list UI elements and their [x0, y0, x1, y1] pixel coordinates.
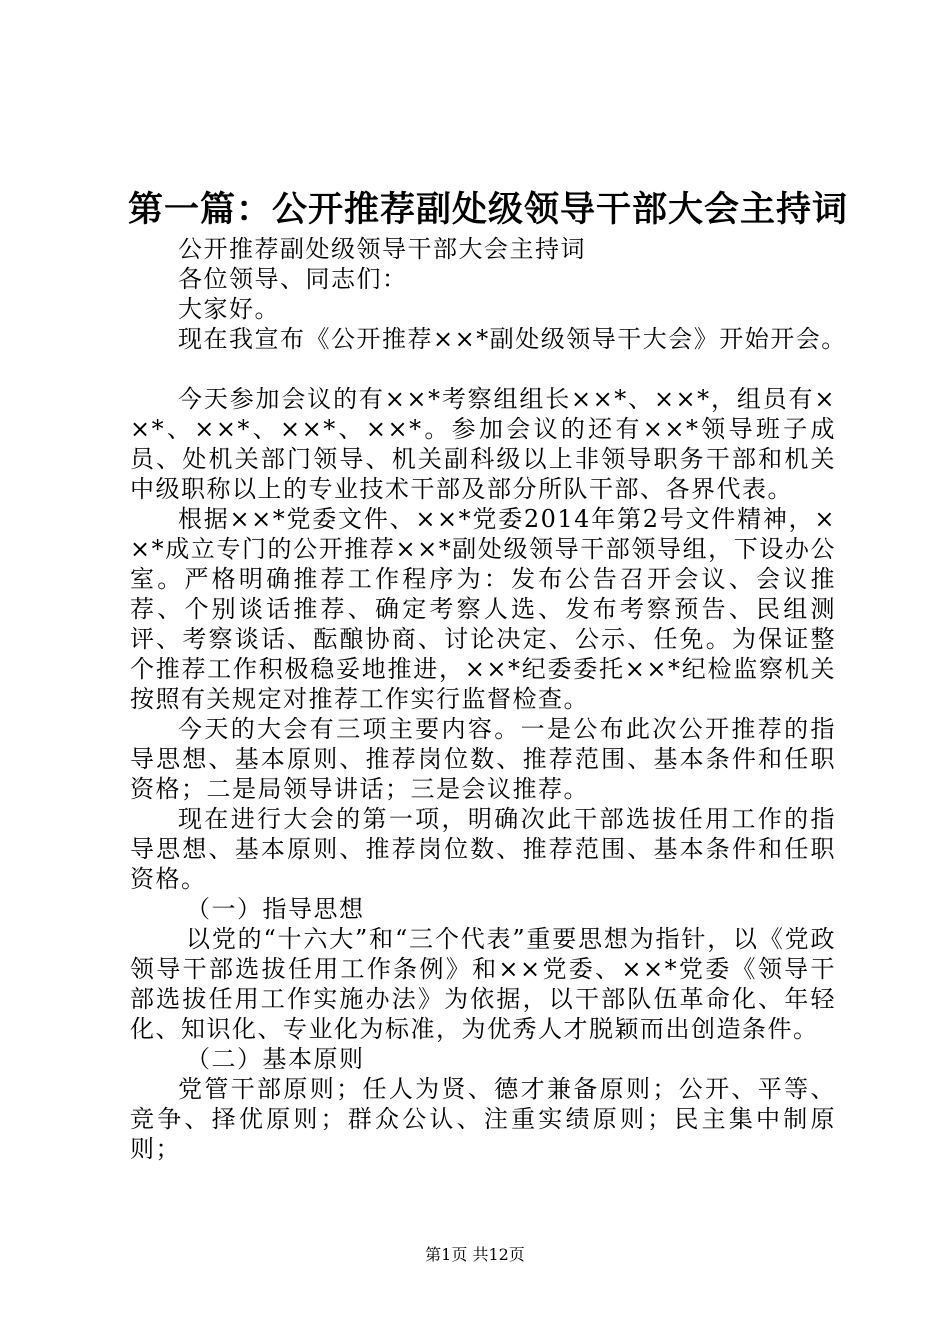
section-heading-guiding-ideology: （一）指导思想	[186, 895, 365, 923]
section-heading-basic-principles: （二）基本原则	[186, 1045, 365, 1073]
greeting-paragraph: 大家好。	[178, 295, 280, 323]
basis-paragraph: 根据××*党委文件、××*党委2014年第2号文件精神，××*成立专门的公开推荐××*副处级领导干部领导组，下设办公室。严格明确推荐工作程序为：发布公告召开会议、会议推荐、个别谈话推荐、确定考察人选、发布考察预告、民组测评、考察谈话、酝酿协商、讨论决定、公示、任免。为保证整个推荐工作积极稳妥地推进，××*纪委委托××*纪检监察机关按照有关规定对推荐工作实行监督检查。	[130, 505, 836, 713]
guiding-ideology-paragraph: 以党的“十六大”和“三个代表”重要思想为指针，以《党政领导干部选拔任用工作条例》和××党委、××*党委《领导干部选拔任用工作实施办法》为依据，以干部队伍革命化、年轻化、知识化、专业化为标准，为优秀人才脱颖而出创造条件。	[130, 925, 836, 1043]
salutation-paragraph: 各位领导、同志们：	[178, 265, 408, 293]
opening-paragraph: 现在我宣布《公开推荐××*副处级领导干大会》开始开会。	[178, 325, 847, 353]
subtitle-paragraph: 公开推荐副处级领导干部大会主持词	[178, 235, 586, 263]
agenda-paragraph: 今天的大会有三项主要内容。一是公布此次公开推荐的指导思想、基本原则、推荐岗位数、推荐范围、基本条件和任职资格；二是局领导讲话；三是会议推荐。	[130, 715, 836, 803]
attendees-paragraph: 今天参加会议的有××*考察组组长××*、××*，组员有××*、××*、××*、××*。参加会议的还有××*领导班子成员、处机关部门领导、机关副科级以上非领导职务干部和机关中级职称以上的专业技术干部及部分所队干部、各界代表。	[130, 385, 836, 503]
basic-principles-paragraph: 党管干部原则；任人为贤、德才兼备原则；公开、平等、竞争、择优原则；群众公认、注重实绩原则；民主集中制原则；	[130, 1075, 836, 1163]
document-title: 第一篇：公开推荐副处级领导干部大会主持词	[128, 189, 849, 230]
document-body	[130, 234, 847, 1164]
page-footer: 第1页 共12页	[425, 1245, 525, 1264]
first-item-paragraph: 现在进行大会的第一项，明确次此干部选拔任用工作的指导思想、基本原则、推荐岗位数、推荐范围、基本条件和任职资格。	[130, 805, 836, 893]
